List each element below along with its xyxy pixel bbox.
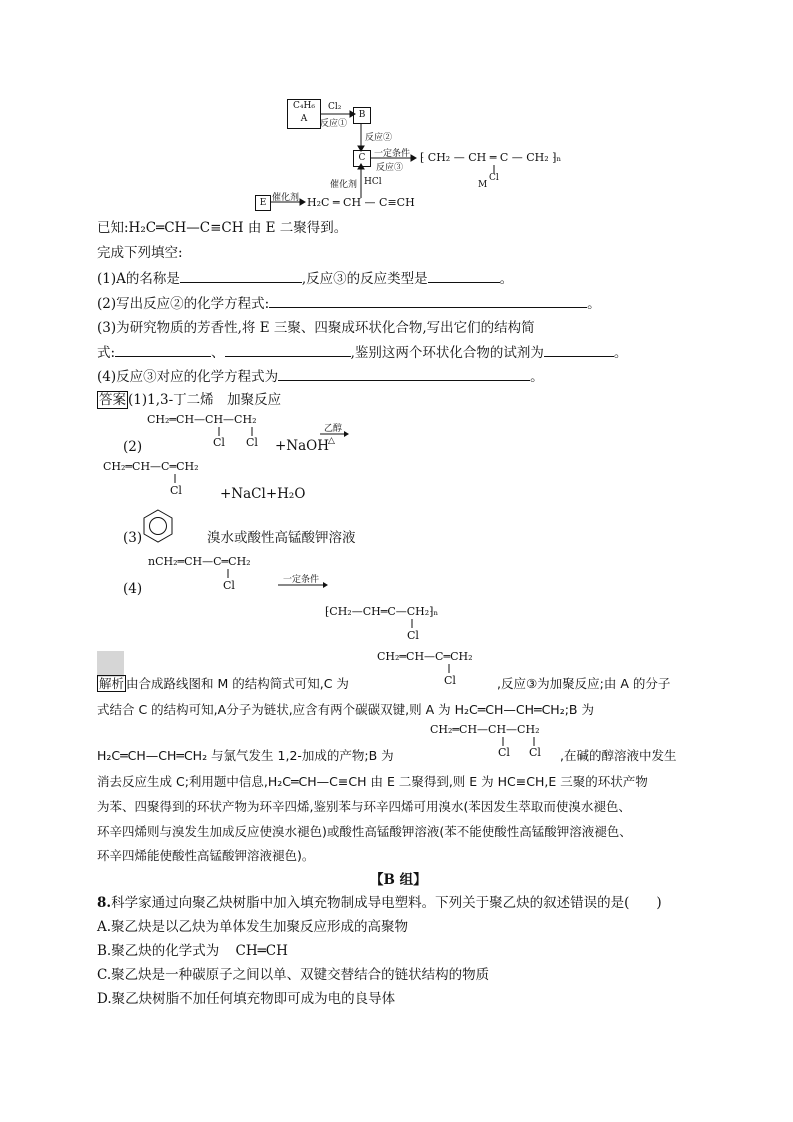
analysis-b-cl-1: Cl	[498, 746, 510, 759]
q8-option-b[interactable]	[97, 941, 288, 961]
arrow3-label: 反应③	[376, 163, 404, 173]
polymer-m-formula: ⁅ CH₂ — CH ═ C — CH₂ ⁆ₙ	[420, 151, 562, 164]
analysis-c-structure: CH₂═CH—C═CH₂	[377, 650, 473, 663]
hcl-catalyst: 催化剂	[330, 180, 358, 190]
a4-reactant: nCH₂═CH—C═CH₂	[148, 555, 251, 568]
box-c: C	[353, 150, 371, 167]
a4-product: ⁅CH₂—CH═C—CH₂⁆ₙ	[325, 605, 439, 618]
box-a-label: A	[300, 114, 308, 124]
analysis-line-5: 为苯、四聚得到的环状产物为环辛四烯,鉴别苯与环辛四烯可用溴水(苯因发生萃取而使溴水褪色、	[97, 799, 631, 814]
analysis-line-7: 环辛四烯能使酸性高锰酸钾溶液褪色)。	[97, 848, 315, 863]
instruction: 完成下列填空:	[97, 245, 183, 261]
q4-text-b: 。	[530, 369, 544, 385]
a2-byproducts: +NaCl+H₂O	[220, 486, 306, 502]
q3-text-c: 。	[613, 345, 628, 361]
q8-option-c[interactable]: C.聚乙炔是一种碳原子之间以单、双键交替结合的链状结构的物质	[97, 967, 490, 983]
vinylacetylene-formula: H₂C ═ CH — C≡CH	[307, 196, 415, 209]
analysis-p1-a: 由合成路线图和 M 的结构简式可知,C 为	[126, 676, 349, 691]
analysis-line-3a: H₂C═CH—CH═CH₂ 与氯气发生 1,2-加成的产物;B 为	[97, 748, 394, 763]
a2-product-cl: Cl	[170, 484, 182, 497]
question-8-stem	[97, 893, 662, 913]
analysis-c-cl: Cl	[444, 674, 456, 687]
analysis-line-4: 消去反应生成 C;利用题中信息,H₂C═CH—C≡CH 由 E 二聚得到,则 E 为 HC≡CH,E 三聚的环状产物	[97, 774, 648, 789]
a3-reagent: 溴水或酸性高锰酸钾溶液	[207, 530, 356, 546]
answer-1: (1)1,3-丁二烯 加聚反应	[128, 392, 282, 408]
hcl-reagent: HCl	[364, 177, 382, 187]
q3-separator: 、	[211, 345, 225, 361]
a4-number: (4)	[123, 581, 143, 597]
a4-reactant-cl: Cl	[223, 579, 235, 592]
a2-number: (2)	[123, 439, 143, 455]
a3-number: (3)	[123, 530, 143, 546]
analysis-line-6: 环辛四烯则与溴发生加成反应使溴水褪色)或酸性高锰酸钾溶液(苯不能使酸性高锰酸钾溶液褪色、	[97, 824, 632, 839]
a4-product-cl: Cl	[407, 629, 419, 642]
a2-reactant-cl-1: Cl	[213, 436, 225, 449]
a4-condition: 一定条件	[283, 575, 320, 585]
q4-text-a: (4)反应③对应的化学方程式为	[97, 369, 279, 385]
q2-text-a: (2)写出反应②的化学方程式:	[97, 296, 270, 312]
arrow1-label: 反应①	[320, 119, 348, 129]
q8-option-a[interactable]: A.聚乙炔是以乙炔为单体发生加聚反应形成的高聚物	[97, 919, 409, 935]
q1-text-b: ,反应③的反应类型是	[301, 271, 428, 287]
answer-tag: 答案	[99, 392, 126, 408]
section-b-heading: 【B 组】	[370, 872, 427, 888]
analysis-p1-b: ,反应③为加聚反应;由 A 的分子	[497, 676, 671, 691]
a2-naoh: +NaOH	[275, 438, 330, 454]
question-3-line1: (3)为研究物质的芳香性,将 E 三聚、四聚成环状化合物,写出它们的结构简	[97, 320, 535, 336]
q8-stem: 科学家通过向聚乙炔树脂中加入填充物制成导电塑料。下列关于聚乙炔的叙述错误的是( )	[111, 895, 662, 911]
arrow2-label: 反应②	[365, 133, 393, 143]
q3-text-a: 式:	[97, 345, 116, 361]
q1-text-c: 。	[499, 271, 514, 287]
arrow-e-catalyst: 催化剂	[272, 193, 300, 203]
analysis-line-3b: ,在碱的醇溶液中发生	[560, 748, 677, 763]
known-statement: 已知:H₂C═CH—C≡CH 由 E 二聚得到。	[97, 220, 348, 236]
box-a-formula: C₄H₆	[293, 101, 315, 111]
analysis-b-structure: CH₂═CH—CH—CH₂	[430, 723, 540, 736]
analysis-tag: 解析	[99, 676, 125, 691]
a2-condition-heat: △	[328, 436, 335, 446]
q8-option-d[interactable]: D.聚乙炔树脂不加任何填充物即可成为电的良导体	[97, 991, 396, 1007]
a2-condition-ethanol: 乙醇	[324, 424, 343, 434]
box-b: B	[353, 107, 371, 124]
analysis-line-2: 式结合 C 的结构可知,A分子为链状,应含有两个碳碳双键,则 A 为 H₂C═CH—CH═CH₂;B 为	[97, 702, 594, 717]
q2-text-b: 。	[587, 296, 601, 312]
q8-option-b-formula: CH═CH	[235, 943, 288, 959]
analysis-b-cl-2: Cl	[529, 746, 541, 759]
polymer-m-label: M	[478, 180, 488, 190]
q1-text-a: (1)A的名称是	[97, 271, 180, 287]
box-e: E	[255, 195, 271, 211]
a2-product: CH₂═CH—C═CH₂	[103, 460, 199, 473]
q8-number: 8.	[97, 895, 112, 911]
arrow1-reagent: Cl₂	[328, 102, 342, 112]
q8-option-b-prefix: B.聚乙炔的化学式为	[97, 943, 220, 959]
q3-text-b: ,鉴别这两个环状化合物的试剂为	[350, 345, 544, 361]
a2-reactant: CH₂═CH—CH—CH₂	[147, 413, 257, 426]
a2-reactant-cl-2: Cl	[246, 436, 258, 449]
arrow3-condition: 一定条件	[374, 149, 411, 159]
polymer-m-cl: Cl	[489, 173, 499, 183]
